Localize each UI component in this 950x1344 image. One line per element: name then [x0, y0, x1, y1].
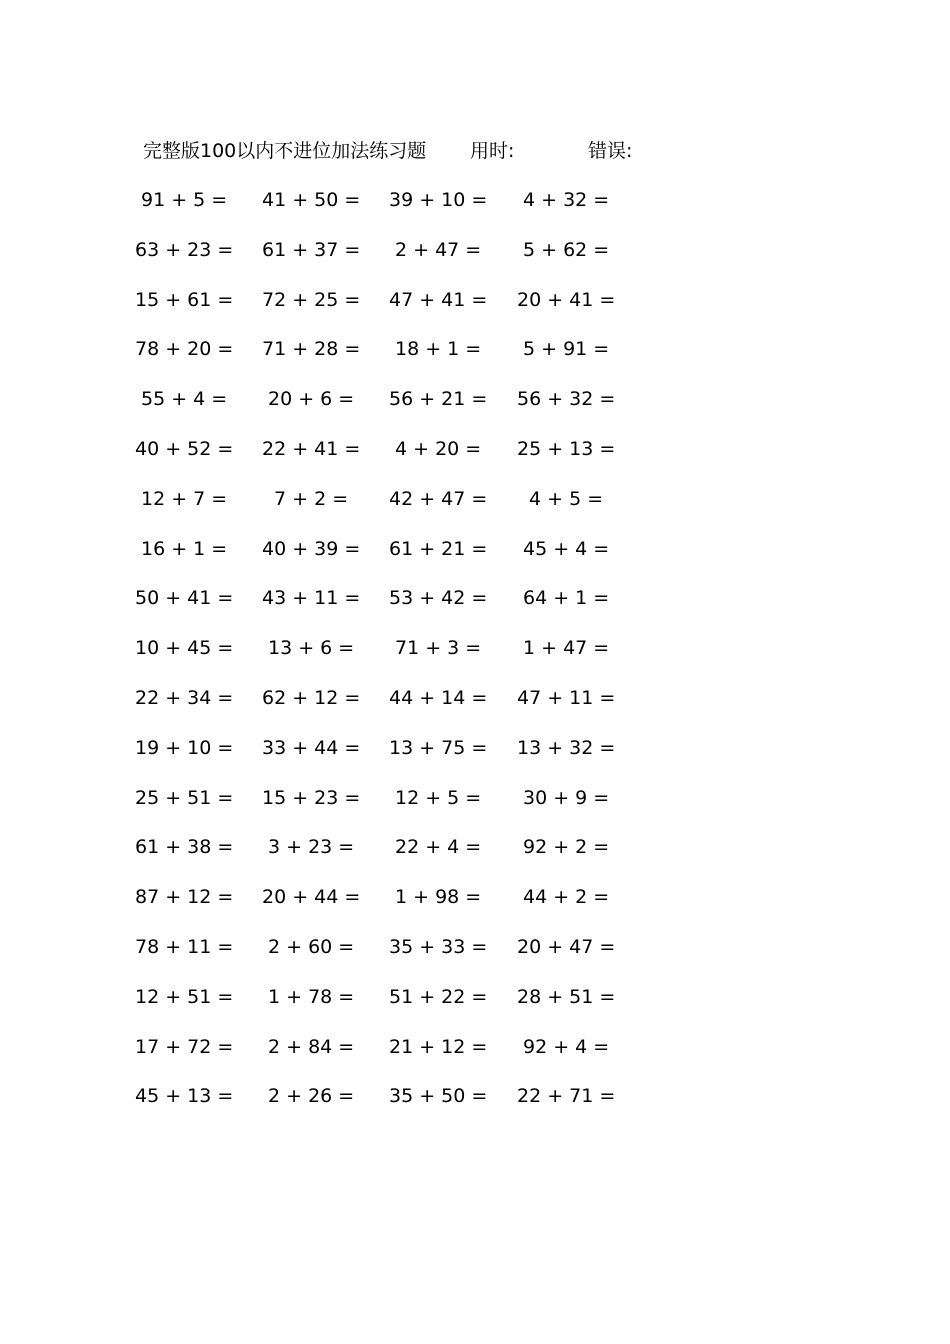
problem-r18-c2: 2 + 84 = — [268, 1035, 355, 1058]
problem-r19-c2: 2 + 26 = — [268, 1085, 355, 1108]
problem-r9-c3: 53 + 42 = — [389, 587, 488, 610]
problem-r7-c2: 7 + 2 = — [274, 487, 349, 510]
problem-r11-c1: 22 + 34 = — [135, 687, 234, 709]
problem-r6-c4: 25 + 13 = — [517, 438, 616, 460]
problem-r18-c4: 92 + 4 = — [523, 1035, 610, 1058]
problem-r14-c2: 3 + 23 = — [268, 836, 355, 859]
problem-r13-c2: 15 + 23 = — [262, 786, 361, 809]
problem-r10-c2: 13 + 6 = — [268, 637, 355, 660]
problem-r1-c2: 41 + 50 = — [262, 189, 361, 211]
problem-r7-c4: 4 + 5 = — [529, 487, 604, 510]
problem-r5-c1: 55 + 4 = — [141, 388, 228, 411]
problem-r11-c3: 44 + 14 = — [389, 687, 488, 709]
problem-r12-c3: 13 + 75 = — [389, 736, 488, 759]
problem-r4-c3: 18 + 1 = — [395, 338, 482, 361]
problem-r17-c1: 12 + 51 = — [135, 985, 234, 1008]
worksheet-title: 完整版100以内不进位加法练习题 — [143, 140, 427, 162]
problem-r3-c4: 20 + 41 = — [517, 288, 616, 311]
problem-r15-c3: 1 + 98 = — [395, 886, 482, 909]
problem-r3-c3: 47 + 41 = — [389, 288, 488, 311]
problem-r3-c1: 15 + 61 = — [135, 288, 234, 311]
problem-r16-c4: 20 + 47 = — [517, 936, 616, 958]
problem-r18-c3: 21 + 12 = — [389, 1035, 488, 1058]
problem-r1-c4: 4 + 32 = — [523, 189, 610, 211]
problem-r17-c3: 51 + 22 = — [389, 985, 488, 1008]
problem-r4-c2: 71 + 28 = — [262, 338, 361, 361]
problem-r10-c1: 10 + 45 = — [135, 637, 234, 660]
problem-r6-c2: 22 + 41 = — [262, 438, 361, 460]
problem-r5-c2: 20 + 6 = — [268, 388, 355, 411]
problem-r17-c4: 28 + 51 = — [517, 985, 616, 1008]
problem-r12-c2: 33 + 44 = — [262, 736, 361, 759]
problem-r11-c4: 47 + 11 = — [517, 687, 616, 709]
problem-r1-c3: 39 + 10 = — [389, 189, 488, 211]
problem-r16-c1: 78 + 11 = — [135, 936, 234, 958]
problem-r14-c1: 61 + 38 = — [135, 836, 234, 859]
problem-r2-c1: 63 + 23 = — [135, 238, 234, 261]
problem-r4-c1: 78 + 20 = — [135, 338, 234, 361]
problem-r19-c3: 35 + 50 = — [389, 1085, 488, 1108]
problem-r13-c1: 25 + 51 = — [135, 786, 234, 809]
problem-r15-c2: 20 + 44 = — [262, 886, 361, 909]
problem-r12-c4: 13 + 32 = — [517, 736, 616, 759]
error-label: 错误: — [588, 140, 633, 162]
problem-r6-c3: 4 + 20 = — [395, 438, 482, 460]
problem-r8-c2: 40 + 39 = — [262, 537, 361, 560]
problem-r8-c4: 45 + 4 = — [523, 537, 610, 560]
problem-r8-c3: 61 + 21 = — [389, 537, 488, 560]
problem-r2-c3: 2 + 47 = — [395, 238, 482, 261]
problem-r13-c4: 30 + 9 = — [523, 786, 610, 809]
problem-r12-c1: 19 + 10 = — [135, 736, 234, 759]
problem-r9-c2: 43 + 11 = — [262, 587, 361, 610]
problem-r2-c4: 5 + 62 = — [523, 238, 610, 261]
problem-r8-c1: 16 + 1 = — [141, 537, 228, 560]
problem-r10-c4: 1 + 47 = — [523, 637, 610, 660]
problem-r4-c4: 5 + 91 = — [523, 338, 610, 361]
problem-r5-c4: 56 + 32 = — [517, 388, 616, 411]
problem-r7-c1: 12 + 7 = — [141, 487, 228, 510]
problem-r18-c1: 17 + 72 = — [135, 1035, 234, 1058]
problem-r1-c1: 91 + 5 = — [141, 189, 228, 211]
problem-r9-c1: 50 + 41 = — [135, 587, 234, 610]
problem-r11-c2: 62 + 12 = — [262, 687, 361, 709]
problem-r5-c3: 56 + 21 = — [389, 388, 488, 411]
problem-r17-c2: 1 + 78 = — [268, 985, 355, 1008]
problem-r14-c4: 92 + 2 = — [523, 836, 610, 859]
problem-r2-c2: 61 + 37 = — [262, 238, 361, 261]
problem-r16-c3: 35 + 33 = — [389, 936, 488, 958]
problem-r9-c4: 64 + 1 = — [523, 587, 610, 610]
problem-r6-c1: 40 + 52 = — [135, 438, 234, 460]
problem-r19-c1: 45 + 13 = — [135, 1085, 234, 1108]
problem-r13-c3: 12 + 5 = — [395, 786, 482, 809]
problem-r7-c3: 42 + 47 = — [389, 487, 488, 510]
problem-r14-c3: 22 + 4 = — [395, 836, 482, 859]
problem-r15-c4: 44 + 2 = — [523, 886, 610, 909]
problem-r19-c4: 22 + 71 = — [517, 1085, 616, 1108]
problem-r15-c1: 87 + 12 = — [135, 886, 234, 909]
time-label: 用时: — [470, 140, 515, 162]
problem-r3-c2: 72 + 25 = — [262, 288, 361, 311]
problem-r16-c2: 2 + 60 = — [268, 936, 355, 958]
problem-r10-c3: 71 + 3 = — [395, 637, 482, 660]
